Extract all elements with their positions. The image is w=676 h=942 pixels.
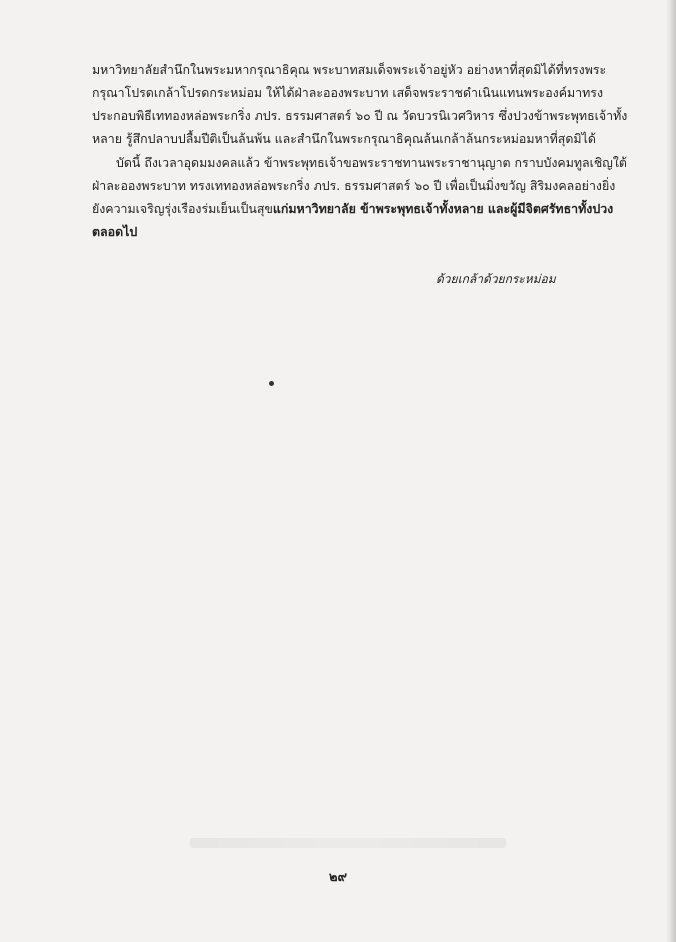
body-text [92, 58, 628, 243]
faint-bleed-through [190, 838, 506, 848]
page-number: ๒๙ [328, 870, 348, 885]
stray-mark [269, 381, 274, 386]
closing-phrase: ด้วยเกล้าด้วยกระหม่อม [436, 272, 556, 286]
page-edge-shadow [666, 0, 676, 942]
paragraph-2-bold: แก่มหาวิทยาลัย ข้าพระพุทธเจ้าทั้งหลาย และผู้มีจิตศรัทธาทั้งปวง ตลอดไป [92, 201, 614, 239]
paragraph-1: มหาวิทยาลัยสำนึกในพระมหากรุณาธิคุณ พระบาทสมเด็จพระเจ้าอยู่หัว อย่างหาที่สุดมิได้ที่ทรงพระกรุณาโปรดเกล้าโปรดกระหม่อม ให้ได้ฝ่าละอองพระบาท เสด็จพระราชดำเนินแทนพระองค์มาทรงประกอบพิธีเททองหล่อพระกริ่ง ภปร. ธรรมศาสตร์ ๖๐ ปี ณ วัดบวรนิเวศวิหาร ซึ่งปวงข้าพระพุทธเจ้าทั้งหลาย รู้สึกปลาบปลื้มปีติเป็นล้นพ้น และสำนึกในพระกรุณาธิคุณล้นเกล้าล้นกระหม่อมหาที่สุดมิได้ [92, 62, 628, 146]
paragraph-2-regular: บัดนี้ ถึงเวลาอุดมมงคลแล้ว ข้าพระพุทธเจ้าขอพระราชทานพระราชานุญาต กราบบังคมทูลเชิญใต้ฝ่าละอองพระบาท ทรงเททองหล่อพระกริ่ง ภปร. ธรรมศาสตร์ ๖๐ ปี เพื่อเป็นมิ่งขวัญ สิริมงคลอย่างยิ่ง ยังความเจริญรุ่งเรืองร่มเย็นเป็นสุข [92, 155, 627, 216]
paragraph-2 [92, 151, 628, 243]
